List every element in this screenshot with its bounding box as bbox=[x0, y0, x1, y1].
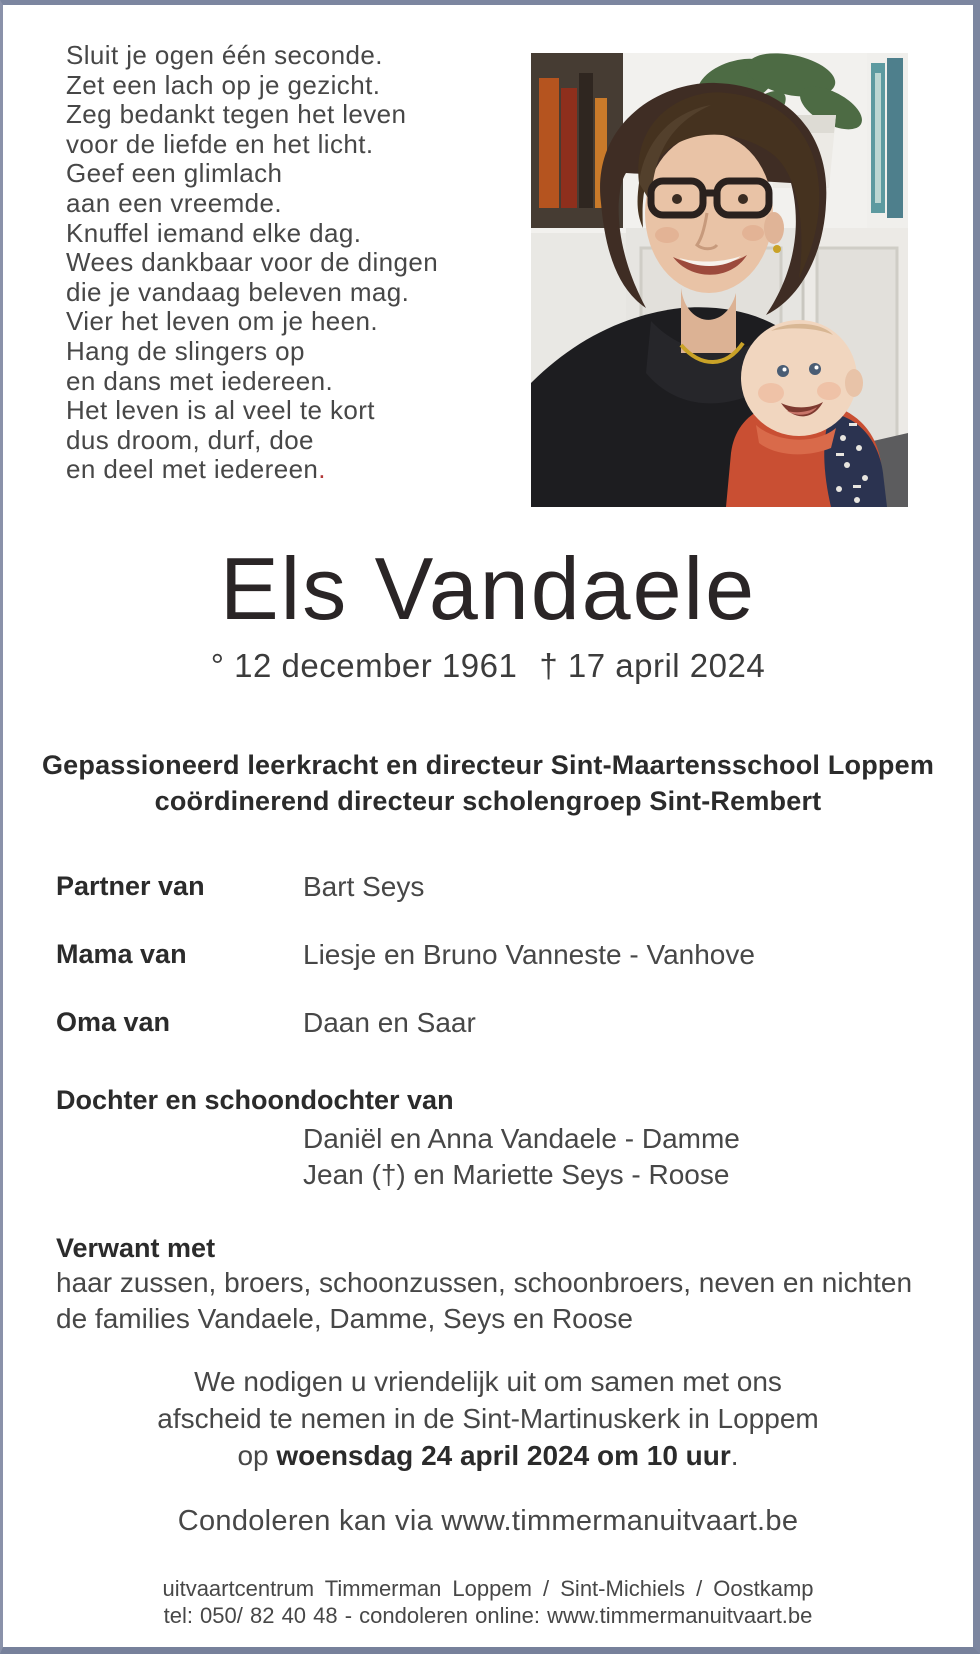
daughter-section-label: Dochter en schoondochter van bbox=[56, 1085, 454, 1115]
condolence-line: Condoleren kan via www.timmermanuitvaart.be bbox=[177, 1505, 799, 1537]
poem-line: Knuffel iemand elke dag. bbox=[66, 217, 362, 248]
poem bbox=[66, 41, 438, 485]
poem-line: Vier het leven om je heen. bbox=[66, 306, 379, 337]
poem-line: voor de liefde en het licht. bbox=[66, 128, 374, 159]
funeral-home-line: uitvaartcentrum Timmerman Loppem / Sint-Michiels / Oostkamp bbox=[162, 1576, 814, 1601]
invitation-line-3: op woensdag 24 april 2024 om 10 uur. bbox=[237, 1440, 739, 1471]
footer bbox=[3, 1575, 973, 1629]
ceremony-datetime: woensdag 24 april 2024 om 10 uur bbox=[276, 1440, 731, 1471]
poem-line: Zeg bedankt tegen het leven bbox=[66, 99, 407, 130]
relation-label: Partner van bbox=[56, 871, 205, 901]
poem-line: en dans met iedereen. bbox=[66, 365, 334, 396]
related-line-1: haar zussen, broers, schoonzussen, schoonbroers, neven en nichten bbox=[56, 1267, 913, 1298]
relation-value: Daan en Saar bbox=[303, 1007, 476, 1038]
poem-line: Het leven is al veel te kort bbox=[66, 395, 375, 426]
portrait-photo bbox=[531, 53, 908, 507]
relation-value: Liesje en Bruno Vanneste - Vanhove bbox=[303, 939, 755, 970]
relation-label: Oma van bbox=[56, 1007, 171, 1037]
contact-line: tel: 050/ 82 40 48 - condoleren online: www.timmermanuitvaart.be bbox=[163, 1603, 813, 1628]
related-section-label: Verwant met bbox=[56, 1233, 216, 1263]
invitation-line-2: afscheid te nemen in de Sint-Martinuskerk in Loppem bbox=[157, 1403, 819, 1434]
relation-value: Bart Seys bbox=[303, 871, 425, 902]
poem-last-line: en deel met iedereen. bbox=[66, 454, 326, 485]
poem-line: die je vandaag beleven mag. bbox=[66, 276, 410, 307]
related-line-2: de families Vandaele, Damme, Seys en Roose bbox=[56, 1303, 633, 1334]
life-dates bbox=[3, 647, 973, 685]
invitation-line-1: We nodigen u vriendelijk uit om samen met ons bbox=[194, 1366, 782, 1397]
deceased-name: Els Vandaele bbox=[219, 539, 757, 638]
poem-line: dus droom, durf, doe bbox=[66, 424, 314, 455]
role-line-1: Gepassioneerd leerkracht en directeur Sint-Maartensschool Loppem bbox=[41, 750, 935, 780]
daughter-parents-1: Daniël en Anna Vandaele - Damme bbox=[303, 1123, 740, 1154]
roles bbox=[3, 747, 973, 819]
poem-line: Sluit je ogen één seconde. bbox=[66, 40, 383, 70]
invitation bbox=[3, 1363, 973, 1474]
death-date: † 17 april 2024 bbox=[539, 647, 766, 684]
red-period: . bbox=[318, 454, 326, 485]
poem-line: Zet een lach op je gezicht. bbox=[66, 69, 381, 100]
daughter-parents-2: Jean (†) en Mariette Seys - Roose bbox=[303, 1159, 730, 1190]
birth-date: ° 12 december 1961 bbox=[210, 647, 518, 684]
poem-line: Wees dankbaar voor de dingen bbox=[66, 247, 439, 278]
relation-label: Mama van bbox=[56, 939, 187, 969]
role-line-2: coördinerend directeur scholengroep Sint-Rembert bbox=[154, 786, 822, 816]
poem-line: aan een vreemde. bbox=[66, 187, 282, 218]
poem-line: Hang de slingers op bbox=[66, 335, 305, 366]
portrait-photo-illustration bbox=[531, 53, 908, 507]
poem-line: Geef een glimlach bbox=[66, 158, 283, 189]
